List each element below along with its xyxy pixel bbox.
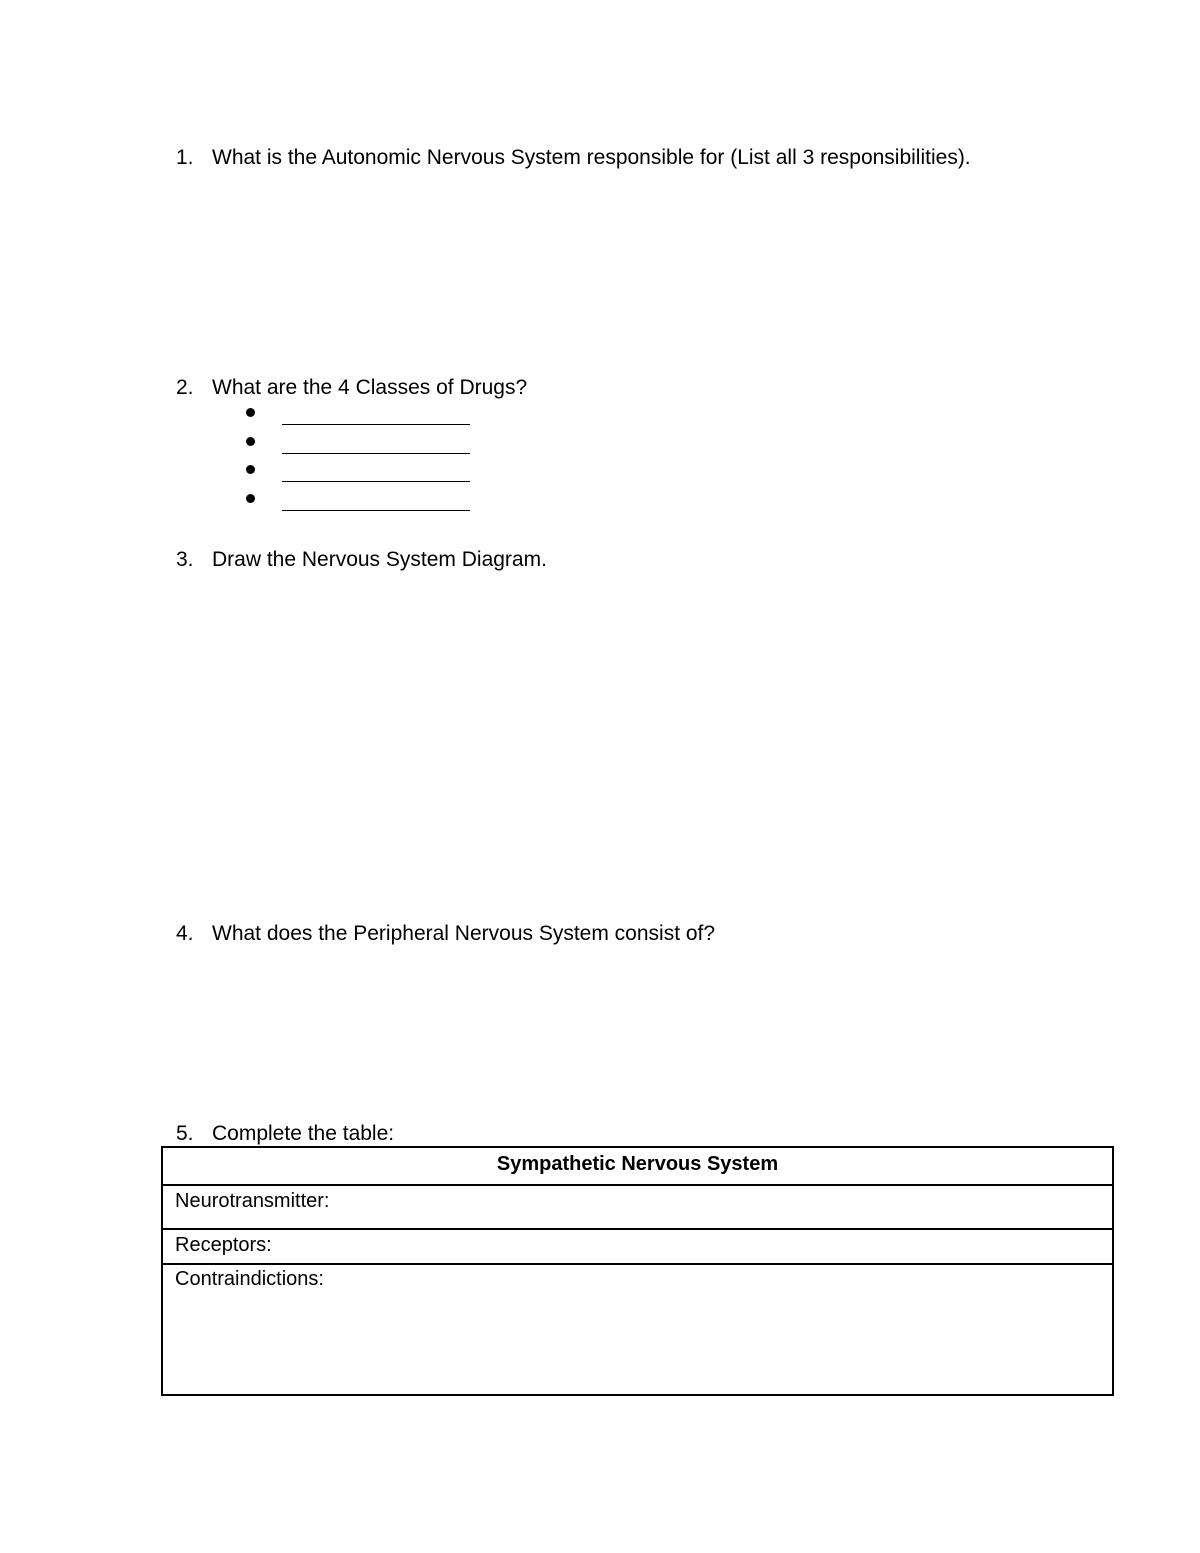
answer-blank-line[interactable] <box>282 453 470 454</box>
question-text: What are the 4 Classes of Drugs? <box>212 376 528 399</box>
question-text: What is the Autonomic Nervous System responsible for (List all 3 responsibilities). <box>212 146 971 169</box>
answer-blank-line[interactable] <box>282 510 470 511</box>
receptors-cell[interactable]: Receptors: <box>162 1229 1113 1264</box>
answer-blank-line[interactable] <box>282 424 470 425</box>
neurotransmitter-cell[interactable]: Neurotransmitter: <box>162 1185 1113 1229</box>
bullet-icon <box>246 494 255 503</box>
question-4 <box>176 921 715 947</box>
question-1 <box>176 145 971 171</box>
bullet-icon <box>246 437 255 446</box>
bullet-icon <box>246 465 255 474</box>
contraindictions-cell[interactable]: Contraindictions: <box>162 1264 1113 1395</box>
question-number: 5. <box>176 1122 194 1145</box>
table-row <box>162 1185 1113 1229</box>
question-number: 1. <box>176 146 194 169</box>
table-row <box>162 1264 1113 1395</box>
question-number: 2. <box>176 376 194 399</box>
question-text: Draw the Nervous System Diagram. <box>212 548 547 571</box>
table-title: Sympathetic Nervous System <box>162 1147 1113 1185</box>
question-2 <box>176 375 527 401</box>
question-3 <box>176 547 547 573</box>
answer-blank-line[interactable] <box>282 481 470 482</box>
question-number: 3. <box>176 548 194 571</box>
question-number: 4. <box>176 922 194 945</box>
table-row <box>162 1229 1113 1264</box>
question-5 <box>176 1121 394 1147</box>
sympathetic-nervous-system-table <box>161 1146 1114 1396</box>
question-text: Complete the table: <box>212 1122 395 1145</box>
bullet-icon <box>246 408 255 417</box>
question-text: What does the Peripheral Nervous System consist of? <box>212 922 716 945</box>
table-header-row <box>162 1147 1113 1185</box>
